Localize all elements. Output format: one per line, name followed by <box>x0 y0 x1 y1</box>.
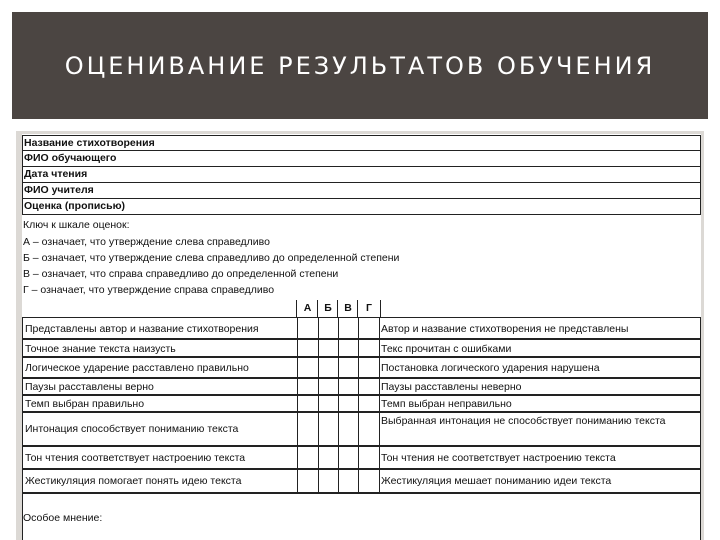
field-grade-words[interactable]: Оценка (прописью) <box>22 199 701 215</box>
criterion-left: Темп выбран правильно <box>25 398 145 410</box>
scale-header-a: А <box>296 300 318 317</box>
criterion-right: Выбранная интонация не способствует пониманию текста <box>381 415 666 427</box>
criterion-left: Точное знание текста наизусть <box>25 343 176 355</box>
field-teacher-name[interactable]: ФИО учителя <box>22 183 701 199</box>
criterion-right: Тон чтения не соответствует настроению текста <box>381 452 616 464</box>
slide-title: ОЦЕНИВАНИЕ РЕЗУЛЬТАТОВ ОБУЧЕНИЯ <box>12 12 708 119</box>
criterion-right: Темп выбран неправильно <box>381 398 512 410</box>
field-reading-date[interactable]: Дата чтения <box>22 167 701 183</box>
field-student-name[interactable]: ФИО обучающего <box>22 151 701 167</box>
criteria-row <box>22 317 701 339</box>
special-opinion-box[interactable] <box>22 493 701 540</box>
key-line-a: А – означает, что утверждение слева справедливо <box>23 236 270 248</box>
key-intro: Ключ к шкале оценок: <box>23 219 130 231</box>
criterion-right: Постановка логического ударения нарушена <box>381 362 600 374</box>
key-line-g: Г – означает, что утверждение справа справедливо <box>23 284 275 296</box>
criteria-row <box>22 395 701 412</box>
criterion-left: Паузы расставлены верно <box>25 381 154 393</box>
special-opinion-label: Особое мнение: <box>23 512 103 524</box>
field-poem-title[interactable]: Название стихотворения <box>22 135 701 151</box>
criterion-right: Паузы расставлены неверно <box>381 381 522 393</box>
scale-header-g: Г <box>357 300 381 317</box>
criterion-left: Логическое ударение расставлено правильно <box>25 362 249 374</box>
criterion-right: Текс прочитан с ошибками <box>381 343 512 355</box>
criterion-left: Тон чтения соответствует настроению текста <box>25 452 246 464</box>
criterion-left: Интонация способствует пониманию текста <box>25 423 239 435</box>
criteria-row <box>22 469 701 493</box>
criterion-left: Жестикуляция помогает понять идею текста <box>25 475 242 487</box>
scale-header-v: В <box>337 300 358 317</box>
criteria-row <box>22 357 701 378</box>
scale-header-b: Б <box>317 300 338 317</box>
criteria-row <box>22 339 701 357</box>
criteria-row <box>22 412 701 446</box>
criteria-row <box>22 446 701 469</box>
criterion-right: Автор и название стихотворения не представлены <box>381 323 629 335</box>
key-line-v: В – означает, что справа справедливо до определенной степени <box>23 268 339 280</box>
criterion-left: Представлены автор и название стихотворения <box>25 323 259 335</box>
criteria-row <box>22 378 701 395</box>
key-line-b: Б – означает, что утверждение слева справедливо до определенной степени <box>23 252 400 264</box>
criterion-right: Жестикуляция мешает пониманию идеи текста <box>381 475 612 487</box>
